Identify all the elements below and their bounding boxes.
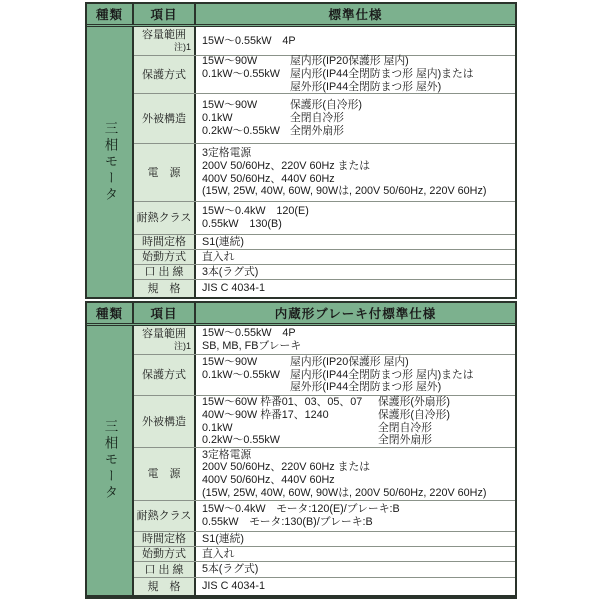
text-line: 直入れ: [202, 547, 235, 560]
table-header-row: [87, 4, 515, 27]
text-line: S1(連続): [202, 532, 244, 545]
desc-text: 保護形(外扇形): [378, 396, 450, 409]
table-row-standard: [134, 280, 515, 297]
time-rating-value: [196, 235, 515, 249]
range-text: 0.1kW: [202, 421, 233, 434]
text-line: 15W〜0.4kW 120(E): [202, 205, 309, 218]
table-row-starting-method: [134, 547, 515, 562]
kind-header-cell: 種類: [87, 303, 134, 323]
text-line: 0.55kW 130(B): [202, 218, 282, 230]
range-text: 0.1kW: [202, 112, 233, 125]
row-label-starting-method: 始動方式: [134, 250, 196, 264]
range-text: 15W〜90W: [202, 99, 258, 112]
kind-cell: [87, 27, 134, 297]
kind-label-vertical: 三相モータ: [102, 419, 118, 502]
text-line: [202, 81, 511, 94]
text-line: (15W, 25W, 40W, 60W, 90Wは, 200V 50/60Hz, 220V 60Hz): [202, 185, 487, 198]
text-line: 15W〜0.55kW 4P: [202, 327, 296, 340]
text-line: [202, 68, 511, 81]
desc-text: 全閉外扇形: [290, 124, 344, 137]
lead-wires-value: [196, 562, 515, 577]
desc-text: 全閉外扇形: [378, 434, 432, 447]
range-text: 0.2kW〜0.55kW: [202, 434, 280, 447]
text-line: 200V 50/60Hz、220V 60Hz または: [202, 461, 371, 474]
table-row-time-rating: [134, 235, 515, 250]
row-label-heat-class: 耐熱クラス: [134, 501, 196, 531]
text-line: 200V 50/60Hz、220V 60Hz または: [202, 159, 371, 172]
text-line: 直入れ: [202, 250, 235, 263]
spec-header-cell: 内蔵形ブレーキ付標準仕様: [274, 307, 437, 321]
table-row-power: [134, 144, 515, 202]
table-row-heat-class: [134, 202, 515, 235]
text-line: 0.55kW モータ:130(B)/ブレーキ:B: [202, 516, 373, 528]
lead-wires-value: [196, 265, 515, 279]
desc-text: 屋内形(IP44全閉防まつ形 屋内)または: [290, 368, 474, 381]
text-line: SB, MB, FBブレーキ: [202, 340, 302, 352]
desc-text: 屋外形(IP44全閉防まつ形 屋外): [290, 381, 442, 394]
power-value: [196, 448, 515, 500]
table-row-protection: [134, 355, 515, 396]
range-text: [202, 381, 290, 394]
text-line: 3本(ラグ式): [202, 265, 259, 278]
row-label-standard: 規 格: [134, 280, 196, 297]
table-body: [87, 326, 515, 595]
row-label-lead-wires: 口 出 線: [134, 265, 196, 279]
row-label-capacity: [134, 27, 196, 55]
text-line: 15W〜0.55kW 4P: [202, 34, 296, 47]
text-line: 400V 50/60Hz、440V 60Hz: [202, 474, 335, 486]
text-line: [202, 125, 511, 138]
starting-method-value: [196, 250, 515, 264]
table-row-lead-wires: [134, 562, 515, 578]
range-text: [202, 81, 290, 94]
capacity-note: 注)1: [173, 341, 191, 351]
table-row-enclosure: [134, 94, 515, 144]
text-line: 3定格電源: [202, 147, 252, 160]
desc-text: 屋内形(IP20保護形 屋内): [290, 355, 409, 368]
text-line: [202, 422, 511, 435]
range-text: 0.1kW〜0.55kW: [202, 368, 280, 381]
table-row-power: [134, 448, 515, 501]
table-row-capacity: [134, 326, 515, 355]
heat-class-value: [196, 501, 515, 531]
standard-value: [196, 280, 515, 297]
range-text: 0.1kW〜0.55kW: [202, 68, 280, 81]
text-line: [202, 434, 511, 447]
capacity-note: 注)1: [173, 42, 191, 52]
desc-text: 屋内形(IP44全閉防まつ形 屋内)または: [290, 68, 474, 81]
text-line: [202, 112, 511, 125]
range-text: 15W〜90W: [202, 355, 258, 368]
text-line: 15W〜0.4kW モータ:120(E)/ブレーキ:B: [202, 503, 400, 516]
table-body: [87, 27, 515, 297]
desc-text: 保護形(自冷形): [378, 408, 450, 421]
row-label-standard: 規 格: [134, 578, 196, 595]
text-line: (15W, 25W, 40W, 60W, 90Wは, 200V 50/60Hz, 220V 60Hz): [202, 486, 487, 499]
standard-spec-table: [85, 2, 517, 299]
table-row-enclosure: [134, 396, 515, 448]
range-text: 15W〜90W: [202, 55, 258, 68]
table-row-protection: [134, 56, 515, 94]
desc-text: 屋外形(IP44全閉防まつ形 屋外): [290, 80, 442, 93]
text-line: JIS C 4034-1: [202, 580, 266, 593]
row-label-lead-wires: 口 出 線: [134, 562, 196, 577]
spec-rows: [134, 326, 515, 595]
row-label-time-rating: 時間定格: [134, 532, 196, 546]
item-header-cell: 項目: [134, 303, 196, 323]
row-label-power: 電 源: [134, 448, 196, 500]
standard-value: [196, 578, 515, 595]
row-label-enclosure: 外被構造: [134, 396, 196, 447]
desc-text: 屋内形(IP20保護形 屋内): [290, 55, 409, 68]
starting-method-value: [196, 547, 515, 561]
range-text: 40W〜90W 枠番17、1240: [202, 408, 329, 421]
desc-text: 保護形(自冷形): [290, 99, 362, 112]
time-rating-value: [196, 532, 515, 546]
power-value: [196, 144, 515, 201]
row-label-protection: 保護方式: [134, 56, 196, 93]
table-row-standard: [134, 578, 515, 595]
text-line: [202, 55, 511, 68]
text-line: [202, 396, 511, 409]
range-text: 0.2kW〜0.55kW: [202, 124, 280, 137]
text-line: 3定格電源: [202, 448, 252, 461]
spec-rows: [134, 27, 515, 297]
spec-header-cell: 標準仕様: [328, 8, 383, 22]
capacity-label: 容量範囲: [142, 328, 186, 340]
capacity-value: [196, 326, 515, 354]
row-label-heat-class: 耐熱クラス: [134, 202, 196, 234]
kind-header-cell: 種類: [87, 4, 134, 24]
text-line: 400V 50/60Hz、440V 60Hz: [202, 172, 335, 185]
table-header-row: [87, 303, 515, 326]
capacity-label: 容量範囲: [142, 29, 186, 41]
heat-class-value: [196, 202, 515, 234]
table-row-lead-wires: [134, 265, 515, 280]
desc-text: 全閉自冷形: [290, 112, 344, 125]
table-row-starting-method: [134, 250, 515, 265]
text-line: JIS C 4034-1: [202, 282, 266, 295]
text-line: [202, 369, 511, 382]
kind-cell: [87, 326, 134, 595]
protection-value: [196, 355, 515, 395]
text-line: [202, 381, 511, 394]
text-line: [202, 99, 511, 112]
enclosure-value: [196, 94, 515, 143]
kind-label-vertical: 三相モータ: [102, 120, 118, 204]
text-line: [202, 409, 511, 422]
row-label-starting-method: 始動方式: [134, 547, 196, 561]
brake-spec-table: [85, 301, 517, 599]
capacity-value: [196, 27, 515, 55]
text-line: [202, 356, 511, 369]
range-text: 15W〜60W 枠番01、03、05、07: [202, 396, 363, 409]
row-label-capacity: [134, 326, 196, 354]
table-row-heat-class: [134, 501, 515, 532]
text-line: S1(連続): [202, 235, 244, 248]
text-line: 5本(ラグ式): [202, 563, 259, 576]
row-label-protection: 保護方式: [134, 355, 196, 395]
row-label-time-rating: 時間定格: [134, 235, 196, 249]
protection-value: [196, 56, 515, 93]
enclosure-value: [196, 396, 515, 447]
table-row-capacity: [134, 27, 515, 56]
table-row-time-rating: [134, 532, 515, 547]
desc-text: 全閉自冷形: [378, 421, 432, 434]
item-header-cell: 項目: [134, 4, 196, 24]
row-label-power: 電 源: [134, 144, 196, 201]
row-label-enclosure: 外被構造: [134, 94, 196, 143]
